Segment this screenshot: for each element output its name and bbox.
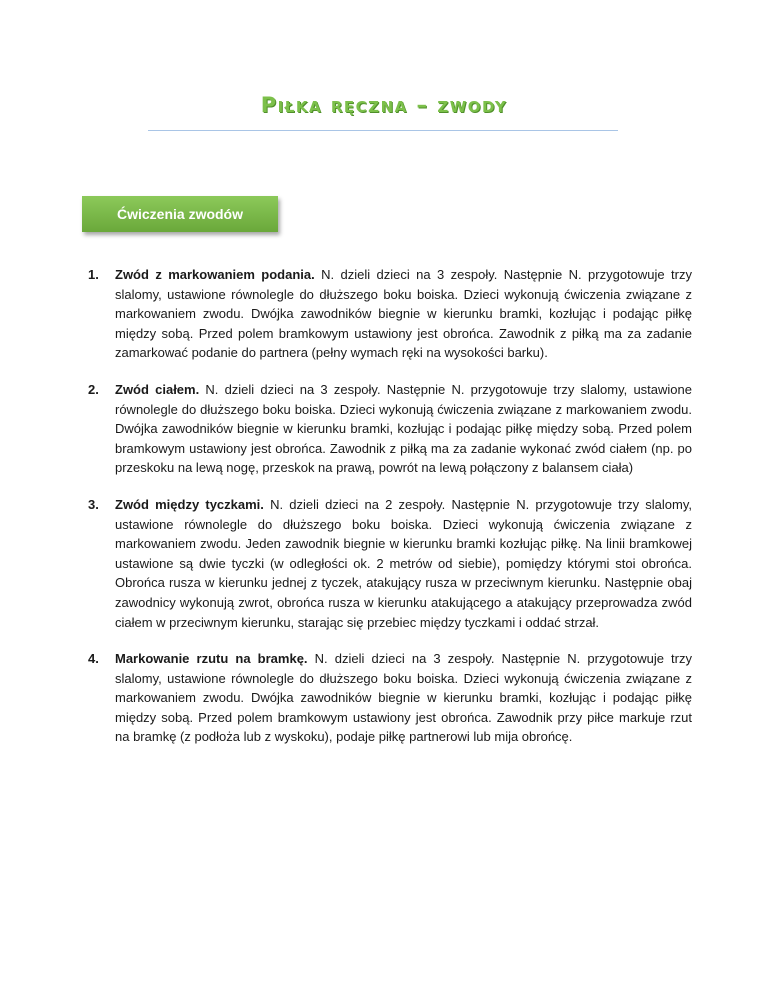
item-text: N. dzieli dzieci na 3 zespoły. Następnie N. przygotowuje trzy slalomy, ustawione równolegle do dłuższego boku boiska. Dzieci wykonują ćwiczenia związane z markowaniem zwodu. Dwójka zawodników biegnie w kierunku bramki, kozłując i podając piłkę między sobą. Przed polem bramkowym ustawiony jest obrońca. Zawodnik przy piłce markuje rzut na bramkę (z podłoża lub z wyskoku), podaje piłkę partnerowi lub mija obrońcę. bbox=[115, 651, 692, 745]
section-label bbox=[82, 196, 278, 232]
exercise-list bbox=[88, 265, 692, 764]
item-heading: Zwód z markowaniem podania. bbox=[115, 267, 315, 282]
item-number: 4. bbox=[88, 651, 99, 667]
item-text: N. dzieli dzieci na 3 zespoły. Następnie N. przygotowuje trzy slalomy, ustawione równolegle do dłuższego boku boiska. Dzieci wykonują ćwiczenia związane z markowaniem zwodu. Dwójka zawodników biegnie w kierunku bramki, kozłując i podając piłkę między sobą. Przed polem bramkowym ustawiony jest obrońca. Zawodnik z piłką ma za zadanie wykonać zwód ciałem (np. po przeskoku na lewą nogę, przeskok na prawą, powrót na lewą połączony z balansem ciała) bbox=[115, 381, 692, 476]
item-number: 1. bbox=[88, 267, 99, 282]
list-item bbox=[88, 380, 692, 478]
item-number: 2. bbox=[88, 381, 99, 397]
page-title: Piłka ręczna – zwody bbox=[260, 93, 508, 117]
list-item bbox=[88, 265, 692, 363]
item-number: 3. bbox=[88, 496, 99, 512]
item-text: N. dzieli dzieci na 2 zespoły. Następnie N. przygotowuje trzy slalomy, ustawione równolegle do dłuższego boku boiska. Dzieci wykonują ćwiczenia związane z markowaniem zwodu. Jeden zawodnik biegnie w kierunku bramki kozłując piłkę. Na linii bramkowej ustawione są dwie tyczki (w odległości ok. 2 metrów od siebie), pomiędzy którymi stoi obrońca. Obrońca rusza w kierunku jednej z tyczek, atakujący rusza w przeciwnym kierunku. Następnie obaj zawodnicy wykonują zwrot, obrońca rusza w kierunku atakującego a atakujący przeprowadza zwód ciałem w przeciwnym kierunku, starając się przebiec między tyczkami i oddać strzał. bbox=[115, 496, 692, 630]
item-heading: Markowanie rzutu na bramkę. bbox=[115, 651, 308, 667]
list-item bbox=[88, 649, 692, 747]
item-heading: Zwód ciałem. bbox=[115, 381, 200, 397]
item-text: N. dzieli dzieci na 3 zespoły. Następnie N. przygotowuje trzy slalomy, ustawione równolegle do dłuższego boku boiska. Dzieci wykonują ćwiczenia związane z markowaniem zwodu. Dwójka zawodników biegnie w kierunku bramki, kozłując i podając piłkę między sobą. Przed polem bramkowym ustawiony jest obrońca. Zawodnik z piłką ma za zadanie zamarkować podanie do partnera (pełny wymach ręki na wysokości barku). bbox=[115, 267, 692, 361]
list-item bbox=[88, 495, 692, 632]
item-heading: Zwód między tyczkami. bbox=[115, 496, 264, 512]
title-divider bbox=[148, 130, 618, 131]
section-label-text: Ćwiczenia zwodów bbox=[116, 206, 243, 222]
